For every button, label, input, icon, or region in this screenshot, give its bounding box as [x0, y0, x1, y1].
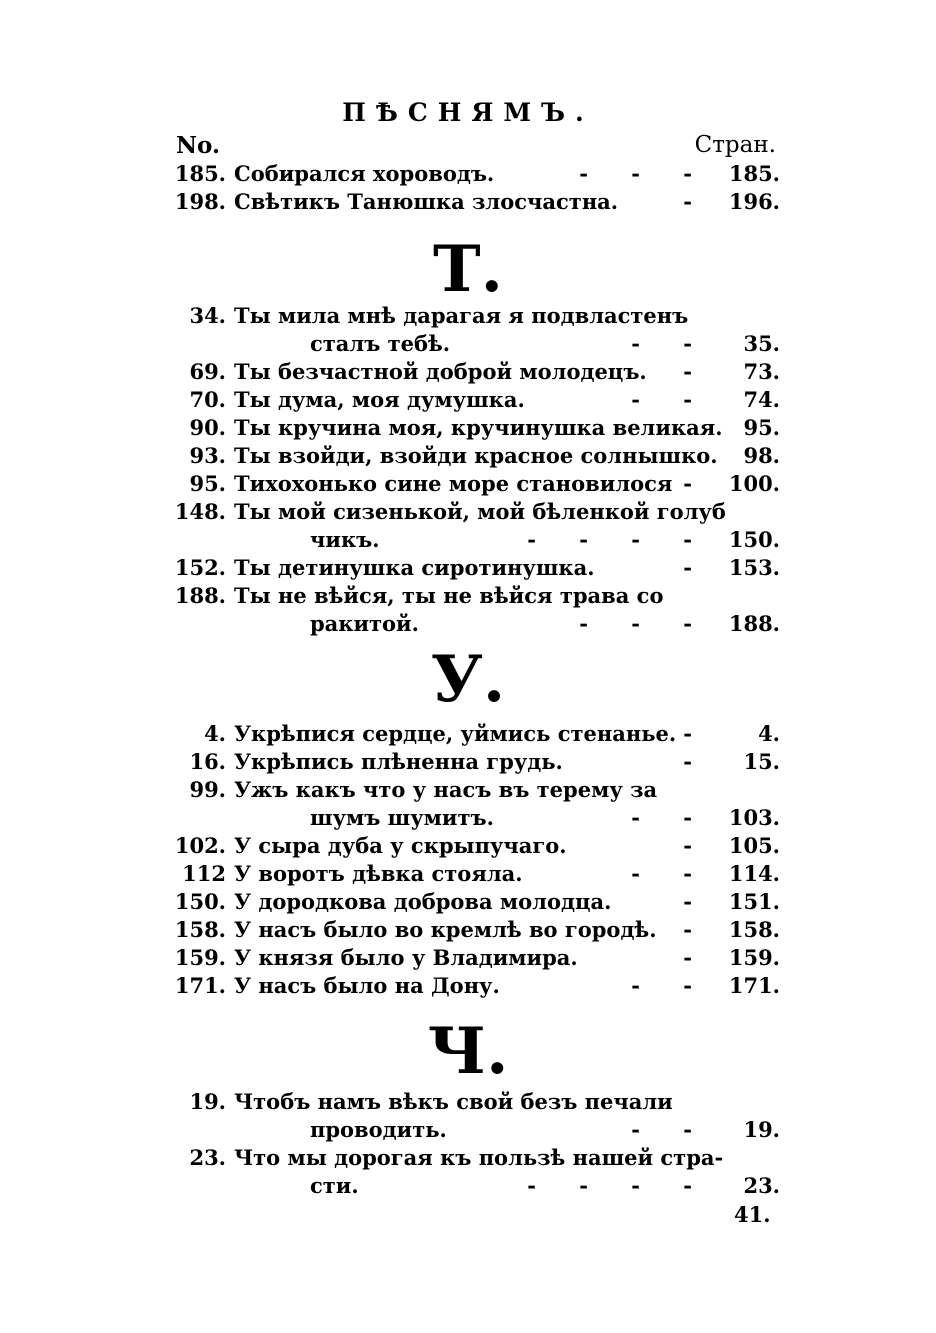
entry-page: 100.: [728, 471, 780, 496]
entry-title: Чтобъ намъ вѣкъ свой безъ печали: [234, 1089, 673, 1114]
leader-dots: - -: [631, 331, 710, 356]
entry-number: 4.: [204, 721, 226, 746]
leader-dots: - -: [631, 1117, 710, 1142]
entry-title: Ты не вѣйся, ты не вѣйся трава со: [234, 583, 664, 608]
entry-line: [160, 972, 780, 1000]
leader-dots: -: [683, 749, 710, 774]
section-letter: У.: [430, 642, 506, 717]
leader-dots: - - -: [579, 161, 710, 186]
entry-page: 73.: [743, 359, 780, 384]
leader-dots: -: [683, 555, 710, 580]
entry-number: 70.: [189, 387, 226, 412]
section-letter: Ч.: [427, 1014, 509, 1089]
column-header: [176, 132, 776, 162]
index-entry: [160, 470, 780, 498]
entry-number: 150.: [174, 889, 226, 914]
index-entry: [160, 386, 780, 414]
index-entry: [160, 554, 780, 582]
entry-number: 102.: [174, 833, 226, 858]
entry-page: 171.: [728, 973, 780, 998]
index-entry: [160, 720, 780, 748]
entry-title: Ты мой сизенькой, мой бѣленкой голуб: [234, 499, 726, 524]
entry-page: 15.: [743, 749, 780, 774]
entry-page: 103.: [728, 805, 780, 830]
entry-page: 95.: [743, 415, 780, 440]
entry-line: [160, 302, 780, 330]
entry-title: Ты мила мнѣ дарагая я подвластенъ: [234, 303, 689, 328]
entry-title: Ты дума, моя думушка.: [234, 387, 525, 412]
entry-page: 23.: [743, 1173, 780, 1198]
column-no: No.: [176, 132, 220, 159]
entry-title: У насъ было на Дону.: [234, 973, 500, 998]
leader-dots: - -: [631, 973, 710, 998]
leader-dots: -: [683, 917, 710, 942]
index-entry: [160, 302, 780, 358]
entry-line: [160, 1088, 780, 1116]
entry-title: Укрѣпися сердце, уймись стенанье.: [234, 721, 677, 746]
entry-page: 19.: [743, 1117, 780, 1142]
leader-dots: -: [683, 833, 710, 858]
entry-line: [160, 358, 780, 386]
entry-page: 150.: [728, 527, 780, 552]
entry-line: [160, 804, 780, 832]
entry-number: 152.: [174, 555, 226, 580]
entry-title: Ты детинушка сиротинушка.: [234, 555, 595, 580]
entry-number: 158.: [174, 917, 226, 942]
entry-page: 159.: [728, 945, 780, 970]
entry-line: [160, 944, 780, 972]
entry-page: 185.: [728, 161, 780, 186]
entry-page: 151.: [728, 889, 780, 914]
index-entry: [160, 972, 780, 1000]
entry-number: 188.: [174, 583, 226, 608]
entry-page: 105.: [728, 833, 780, 858]
leader-dots: -: [683, 889, 710, 914]
entry-line: [160, 860, 780, 888]
entry-title: Ужъ какъ что у насъ въ терему за: [234, 777, 658, 802]
entry-page: 158.: [728, 917, 780, 942]
entry-number: 148.: [174, 499, 226, 524]
entry-page: 35.: [743, 331, 780, 356]
leader-dots: -: [683, 471, 710, 496]
entry-line: [160, 582, 780, 610]
index-entry: [160, 188, 780, 216]
entry-line: [160, 470, 780, 498]
entry-title: Ты взойди, взойди красное солнышко.: [234, 443, 718, 468]
leader-dots: - -: [631, 387, 710, 412]
leader-dots: - -: [631, 805, 710, 830]
entry-line: [160, 610, 780, 638]
entry-page: 114.: [728, 861, 780, 886]
entry-title-continued: сталъ тебѣ.: [310, 331, 451, 356]
entry-page: 153.: [728, 555, 780, 580]
entry-line: [160, 526, 780, 554]
entry-line: [160, 776, 780, 804]
entry-number: 69.: [189, 359, 226, 384]
entry-line: [160, 888, 780, 916]
index-entry: [160, 748, 780, 776]
entry-number: 90.: [189, 415, 226, 440]
entry-number: 19.: [189, 1089, 226, 1114]
entry-line: [160, 1116, 780, 1144]
entry-line: [160, 414, 780, 442]
index-entry: [160, 916, 780, 944]
entry-line: [160, 720, 780, 748]
index-entry: [160, 888, 780, 916]
index-entry: [160, 414, 780, 442]
column-page: Стран.: [694, 132, 776, 158]
index-entry: [160, 776, 780, 832]
entry-number: 198.: [174, 189, 226, 214]
entry-line: [160, 554, 780, 582]
entry-line: [160, 442, 780, 470]
index-entry: [160, 358, 780, 386]
index-entry: [160, 498, 780, 554]
index-entry: [160, 944, 780, 972]
entry-number: 185.: [174, 161, 226, 186]
entry-line: [160, 160, 780, 188]
index-entry: [160, 442, 780, 470]
entry-number: 95.: [189, 471, 226, 496]
entry-title-continued: ракитой.: [310, 611, 419, 636]
entry-title: Тихохонько сине море становилося: [234, 471, 673, 496]
index-entry: [160, 860, 780, 888]
entry-title-continued: чикъ.: [310, 527, 380, 552]
entry-number: 23.: [189, 1145, 226, 1170]
entry-line: [160, 1172, 780, 1200]
index-entry: [160, 160, 780, 188]
entry-title-continued: проводить.: [310, 1117, 447, 1142]
leader-dots: -: [683, 945, 710, 970]
leader-dots: - - - -: [527, 527, 710, 552]
entry-title: У воротъ дѣвка стояла.: [234, 861, 523, 886]
entry-number: 112: [182, 861, 226, 886]
entry-title: Ты кручина моя, кручинушка великая.: [234, 415, 723, 440]
entry-line: [160, 330, 780, 358]
entry-title-continued: сти.: [310, 1173, 359, 1198]
entry-page: 98.: [743, 443, 780, 468]
leader-dots: - - -: [579, 611, 710, 636]
entry-line: [160, 832, 780, 860]
page-number: 41.: [734, 1202, 771, 1227]
entry-line: [160, 916, 780, 944]
entry-title: Что мы дорогая къ пользѣ нашей стра-: [234, 1145, 724, 1170]
entry-number: 93.: [189, 443, 226, 468]
entry-number: 16.: [189, 749, 226, 774]
entry-line: [160, 386, 780, 414]
entry-title: У князя было у Владимира.: [234, 945, 578, 970]
leader-dots: -: [683, 189, 710, 214]
entry-number: 99.: [189, 777, 226, 802]
index-entry: [160, 1088, 780, 1144]
index-entry: [160, 1144, 780, 1200]
entry-title: Укрѣпись плѣненна грудь.: [234, 749, 563, 774]
leader-dots: - - - -: [527, 1173, 710, 1198]
index-entry: [160, 582, 780, 638]
entry-line: [160, 748, 780, 776]
entry-number: 34.: [189, 303, 226, 328]
entry-page: 4.: [758, 721, 780, 746]
entry-title: У сыра дуба у скрыпучаго.: [234, 833, 567, 858]
entry-line: [160, 1144, 780, 1172]
entry-number: 171.: [174, 973, 226, 998]
entry-title: У насъ было во кремлѣ во городѣ.: [234, 917, 657, 942]
leader-dots: -: [683, 359, 710, 384]
entry-title: Свѣтикъ Танюшка злосчастна.: [234, 189, 619, 214]
entry-line: [160, 188, 780, 216]
running-header: ПѢСНЯМЪ.: [342, 98, 594, 127]
entry-title: Ты безчастной доброй молодецъ.: [234, 359, 647, 384]
entry-title-continued: шумъ шумитъ.: [310, 805, 494, 830]
index-entry: [160, 832, 780, 860]
leader-dots: - -: [631, 861, 710, 886]
entry-page: 188.: [728, 611, 780, 636]
entry-page: 74.: [743, 387, 780, 412]
entry-title: У дородкова доброва молодца.: [234, 889, 612, 914]
entry-page: 196.: [728, 189, 780, 214]
leader-dots: -: [683, 721, 710, 746]
entry-title: Собирался хороводъ.: [234, 161, 495, 186]
entry-number: 159.: [174, 945, 226, 970]
section-letter: Т.: [433, 232, 503, 307]
entry-line: [160, 498, 780, 526]
